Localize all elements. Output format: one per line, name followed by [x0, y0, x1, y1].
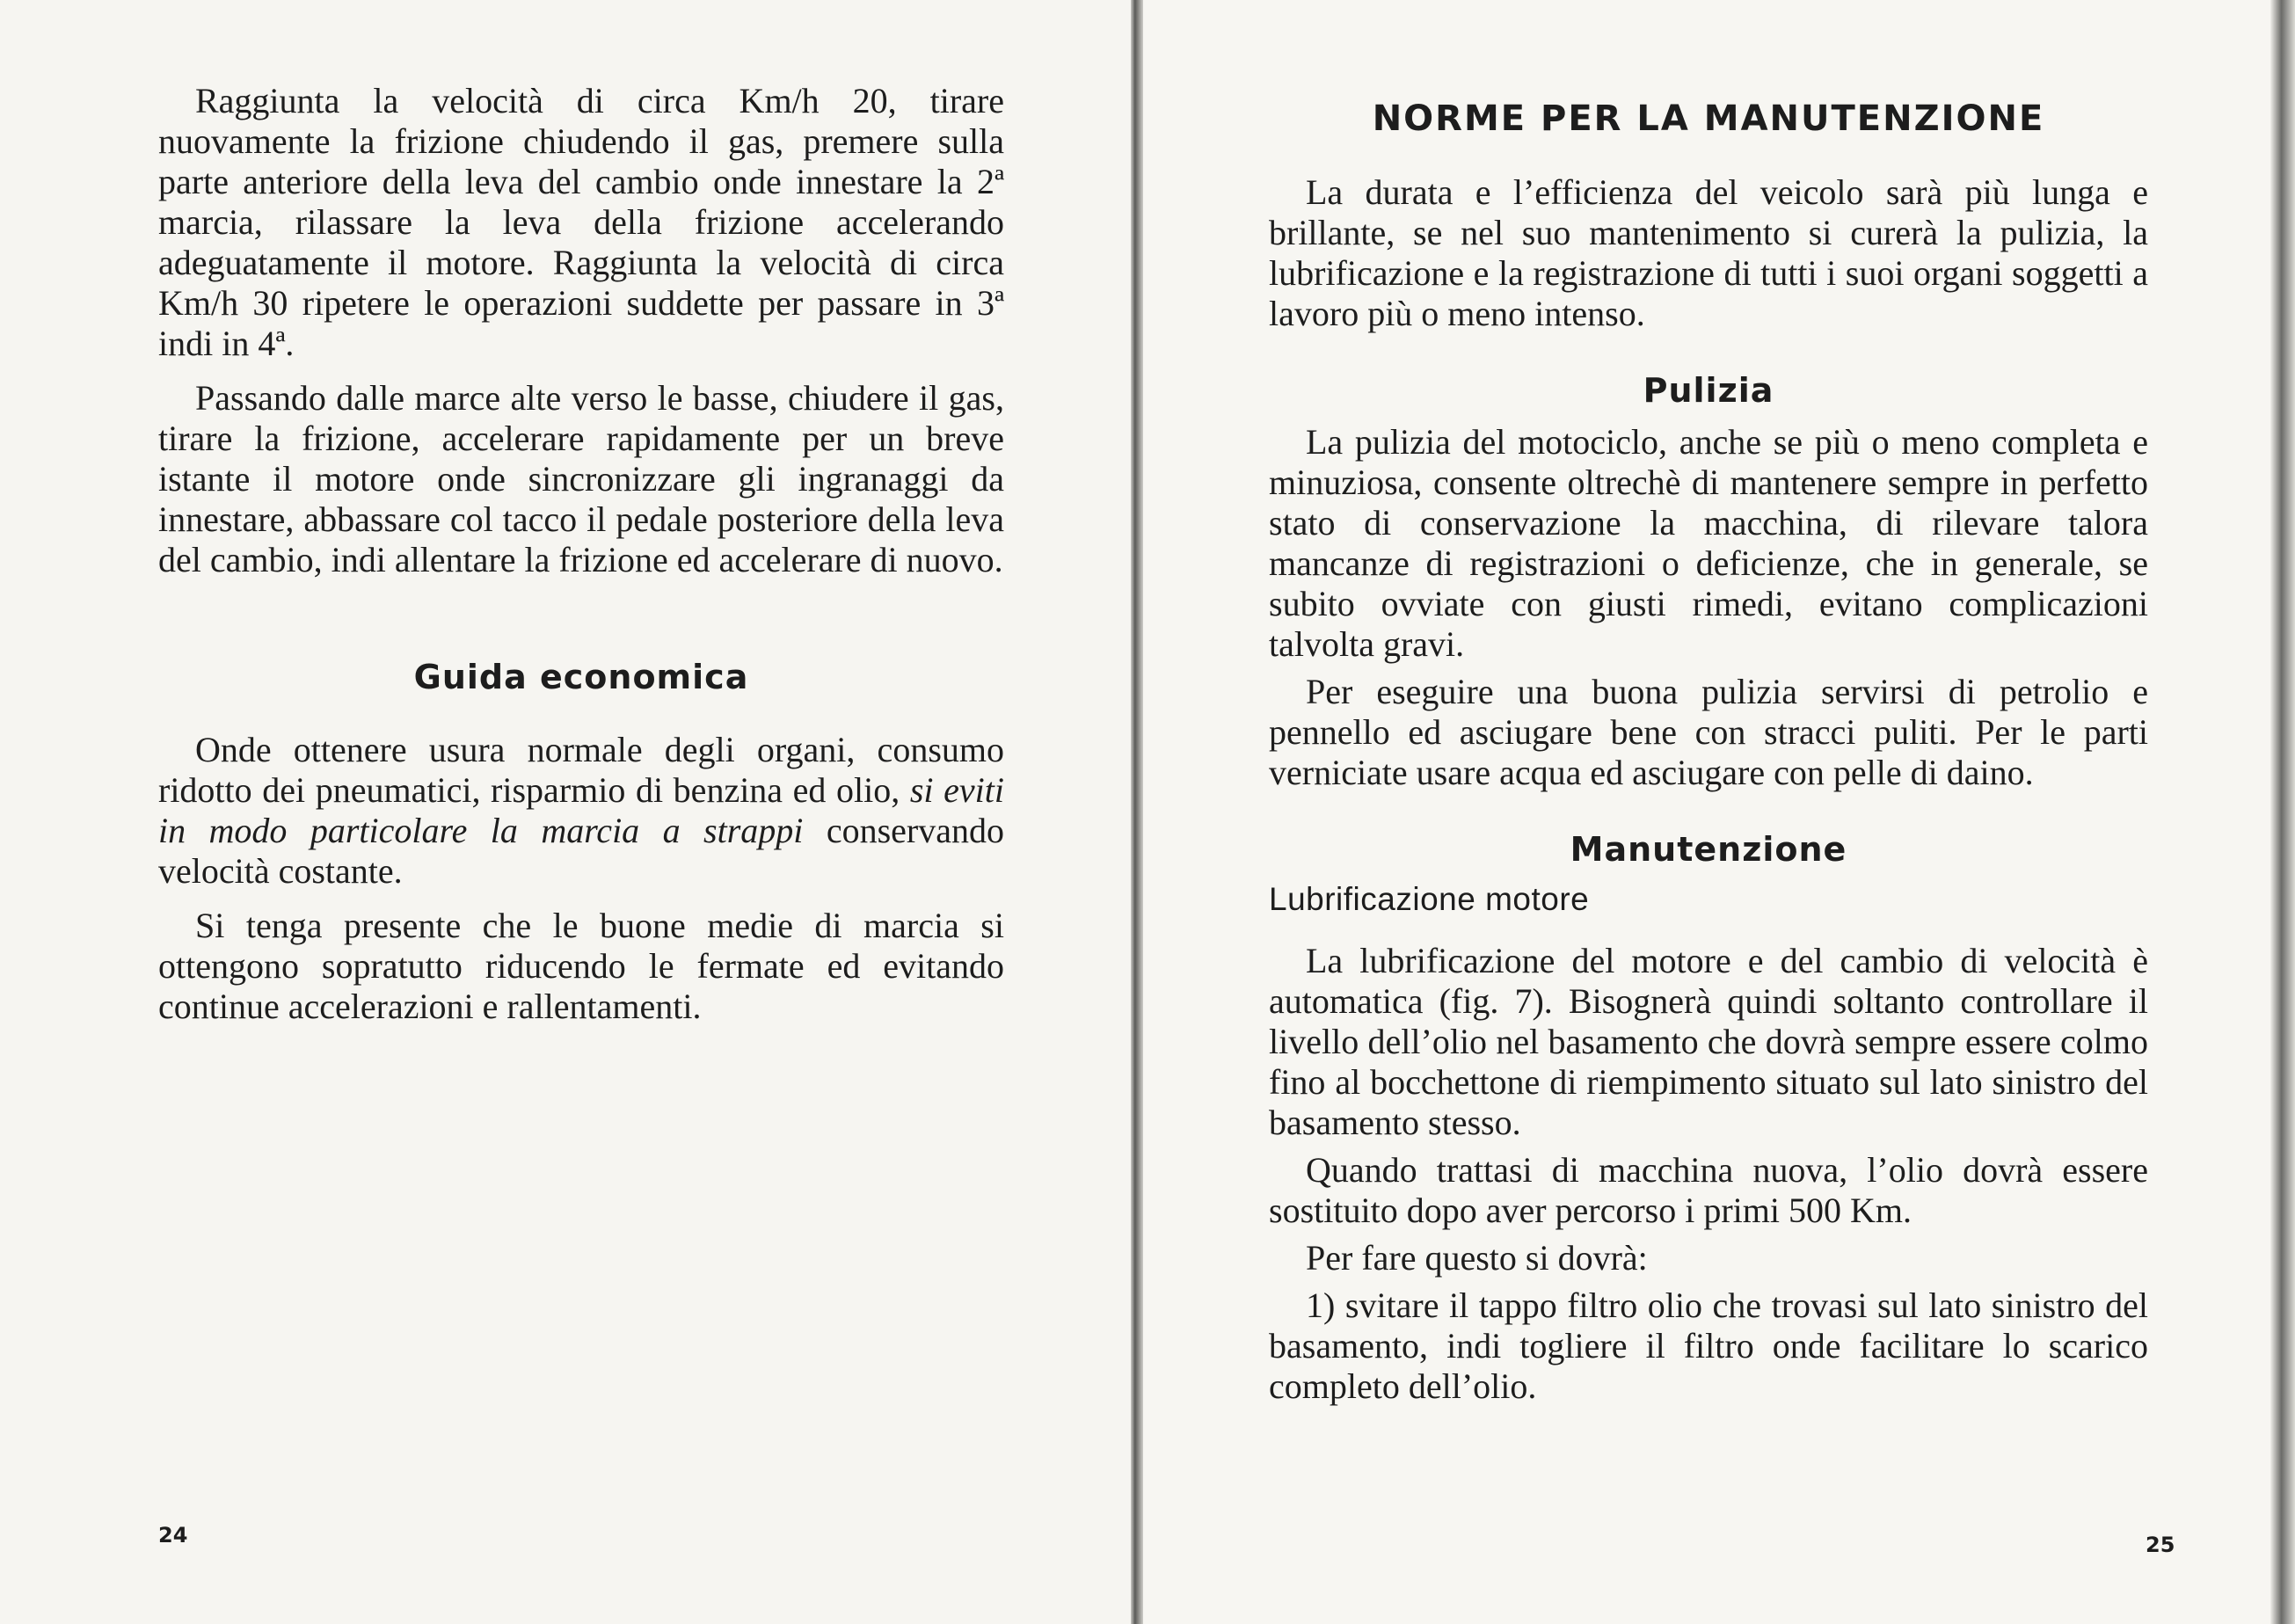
subheading-lubrificazione: Lubrificazione motore [1269, 881, 1590, 917]
paragraph-averages: Si tenga presente che le buone medie di marcia si ottengono sopratutto riducendo le fermate ed evitando continue accelerazioni e rallentamenti. [158, 906, 1004, 1026]
page-edge-shadow [2270, 0, 2295, 1624]
page-number-left: 24 [158, 1523, 188, 1548]
page-title: NORME PER LA MANUTENZIONE [1372, 98, 2045, 139]
paragraph-lubrificazione-3: Per fare questo si dovrà: [1306, 1238, 1648, 1278]
right-text-column [1269, 97, 2148, 1407]
economy-text-italic: si eviti in modo particolare la marcia a strappi [158, 770, 1004, 850]
right-page [1143, 0, 2295, 1624]
heading-guida-economica: Guida economica [413, 658, 749, 696]
paragraph-pulizia-2: Per eseguire una buona pulizia servirsi di petrolio e pennello ed asciugare bene con stracci puliti. Per le parti verniciate usare acqua ed asciugare con pelle di daino. [1269, 672, 2148, 792]
paragraph-intro: La durata e l’efficienza del veicolo sarà più lunga e brillante, se nel suo mantenimento si curerà la pulizia, la lubrificazione e la registrazione di tutti i suoi organi soggetti a lavoro più o meno intenso. [1269, 172, 2148, 333]
paragraph-lubrificazione-1: La lubrificazione del motore e del cambio di velocità è automatica (fig. 7). Bisognerà quindi soltanto controllare il livello dell’olio nel basamento che dovrà sempre essere colmo fino al bocchettone di riempimento situato sul lato sinistro del basamento stesso. [1269, 941, 2148, 1142]
paragraph-lubrificazione-2: Quando trattasi di macchina nuova, l’olio dovrà essere sostituito dopo aver percorso i primi 500 Km. [1269, 1150, 2148, 1230]
page-number-right: 25 [2146, 1533, 2175, 1557]
left-text-column [158, 81, 1004, 1027]
heading-manutenzione: Manutenzione [1570, 830, 1847, 869]
left-page [0, 0, 1134, 1624]
paragraph-gear-down: Passando dalle marce alte verso le basse, chiudere il gas, tirare la frizione, accelerare rapidamente per un breve istante il motore onde sincronizzare gli ingranaggi da innestare, abbassare col tacco il pedale posteriore della leva del cambio, indi allentare la frizione ed accelerare di nuovo. [158, 378, 1004, 579]
paragraph-pulizia-1: La pulizia del motociclo, anche se più o meno completa e minuziosa, consente oltrechè di mantenere sempre in perfetto stato di conservazione la macchina, di rilevare talora mancanze di registrazioni o deficienze, che in generale, se subito ovviate con giusti rimedi, evitano complicazioni talvolta gravi. [1269, 422, 2148, 664]
paragraph-lubrificazione-4: 1) svitare il tappo filtro olio che trovasi sul lato sinistro del basamento, indi togliere il filtro onde facilitare lo scarico completo dell’olio. [1269, 1285, 2148, 1406]
paragraph-economy [158, 730, 1004, 892]
economy-text-start: Onde ottenere usura normale degli organi, consumo ridotto dei pneumatici, risparmio di benzina ed olio, [158, 730, 1004, 810]
paragraph-gear-up: Raggiunta la velocità di circa Km/h 20, tirare nuovamente la frizione chiudendo il gas, premere sulla parte anteriore della leva del cambio onde innestare la 2ª marcia, rilassare la leva della frizione accelerando adeguatamente il motore. Raggiunta la velocità di circa Km/h 30 ripetere le operazioni suddette per passare in 3ª indi in 4ª. [158, 81, 1004, 363]
economy-text-end: conservando velocità costante. [158, 811, 1004, 891]
heading-pulizia: Pulizia [1643, 371, 1774, 410]
